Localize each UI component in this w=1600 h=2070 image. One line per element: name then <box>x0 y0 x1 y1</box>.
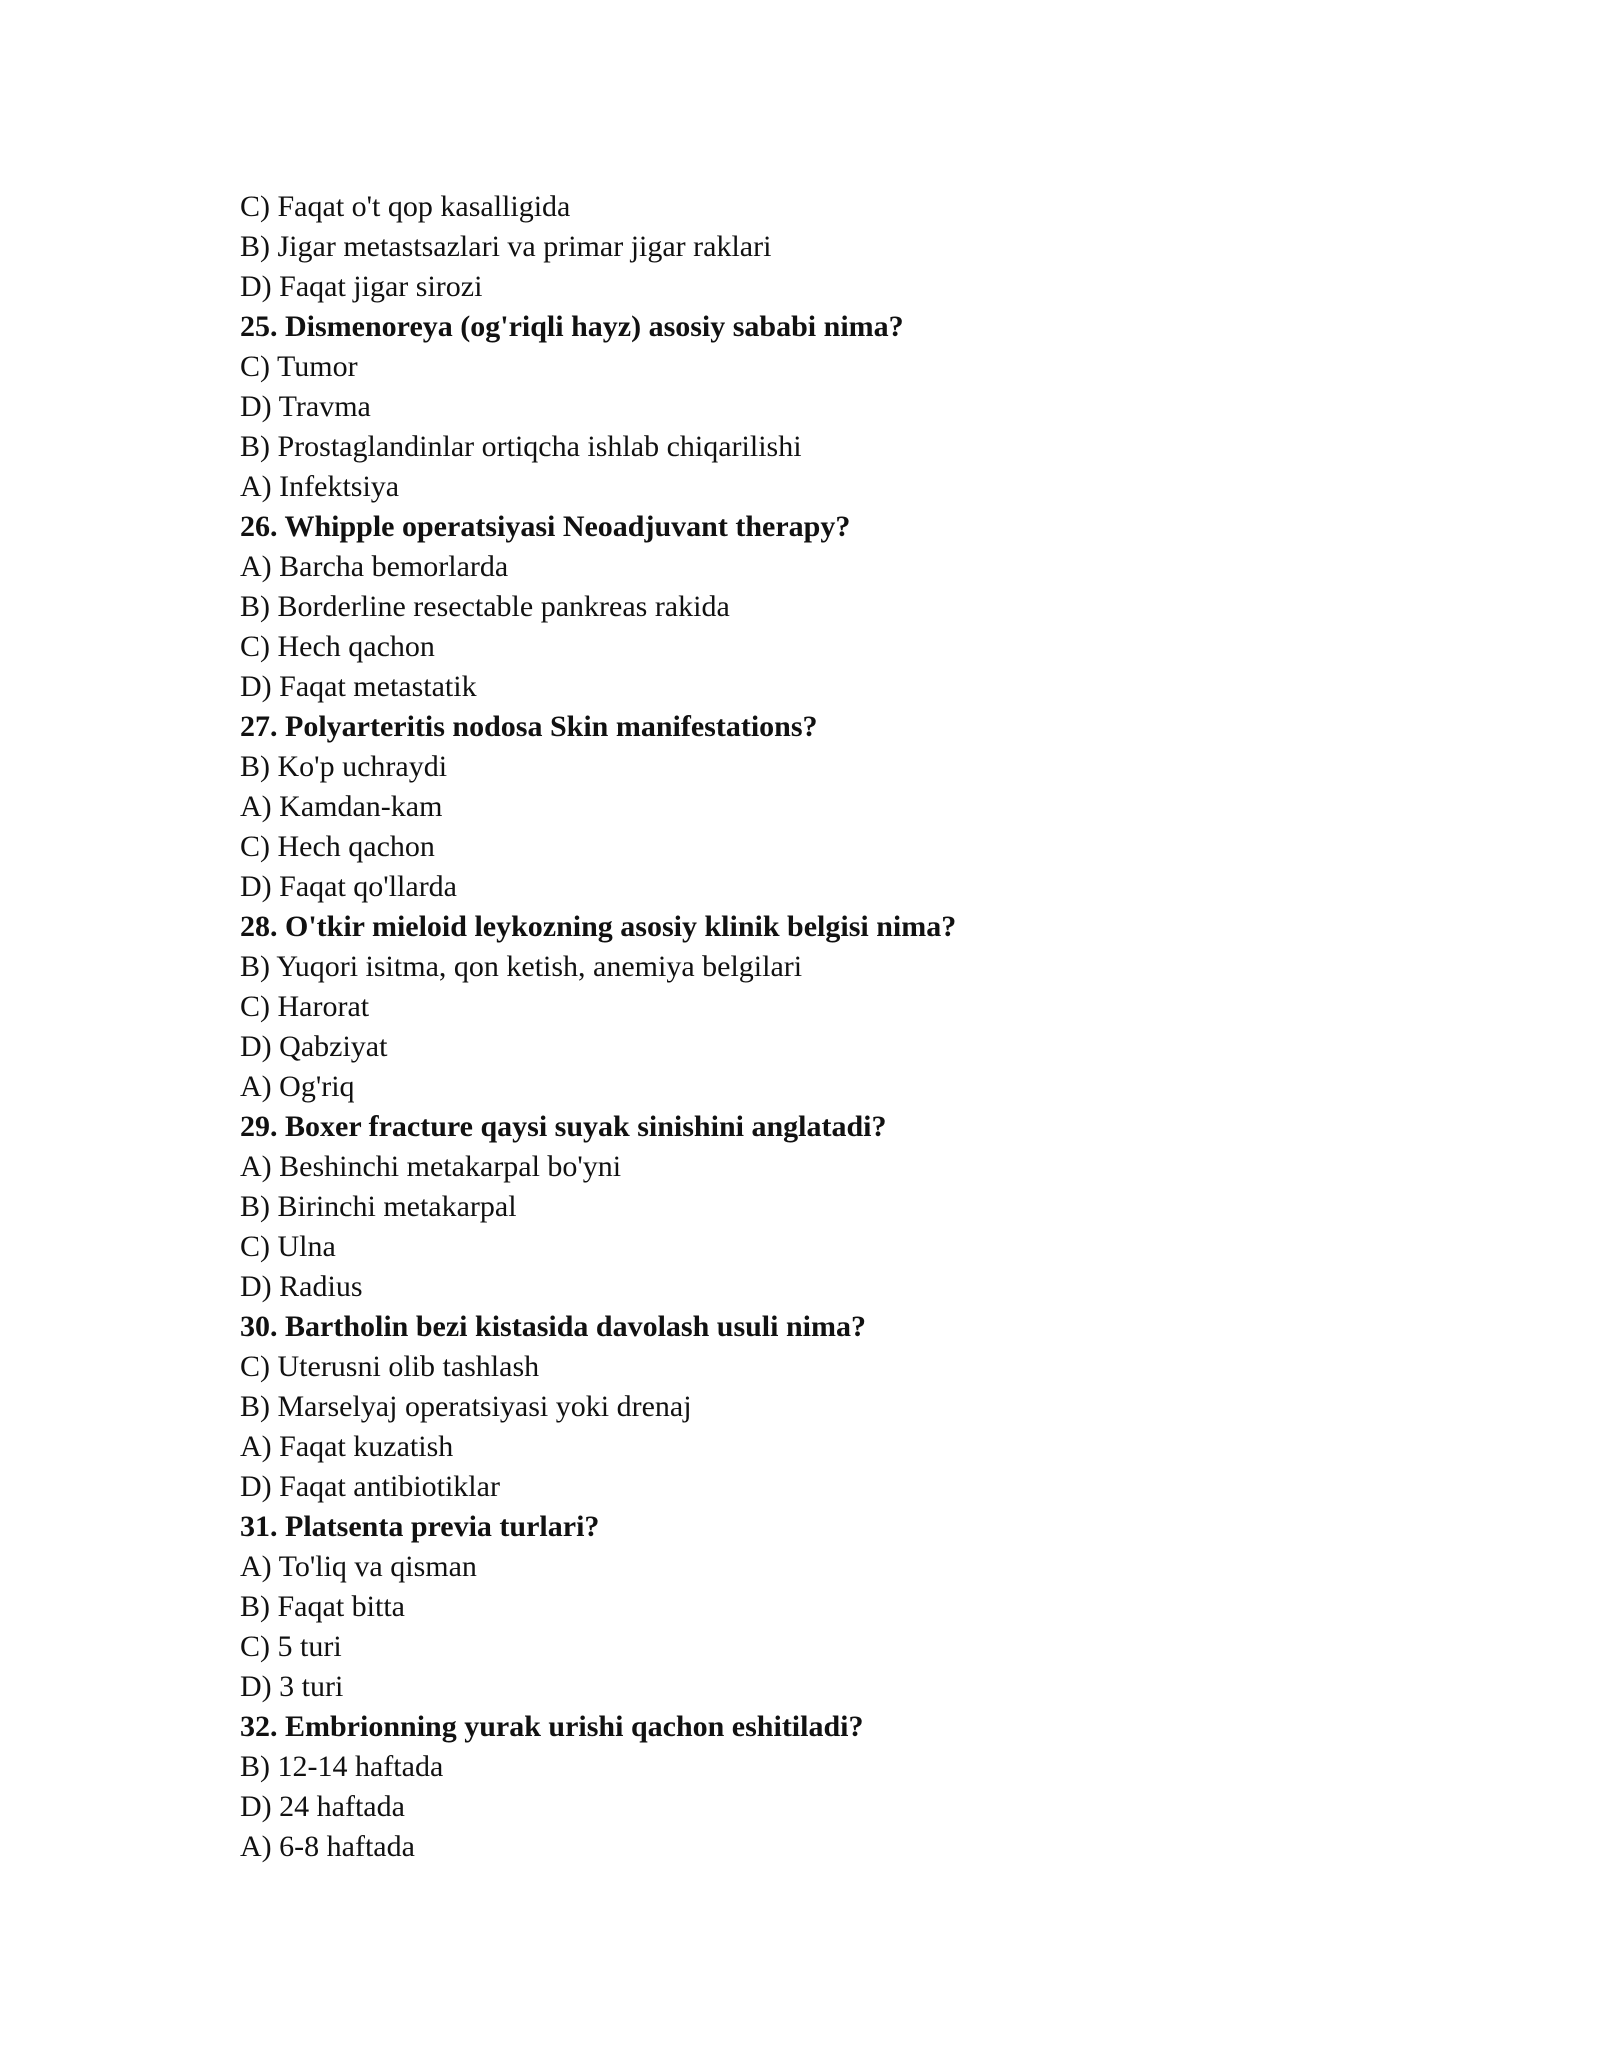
question-block-29 <box>240 1107 1440 1307</box>
option-line: A) 6-8 haftada <box>240 1830 415 1863</box>
option-line: D) Qabziyat <box>240 1030 388 1063</box>
intro-options <box>240 187 1440 307</box>
option-line: B) Birinchi metakarpal <box>240 1190 517 1223</box>
option-line: A) Kamdan-kam <box>240 790 443 823</box>
option-line: A) Infektsiya <box>240 470 400 503</box>
option-line: D) 3 turi <box>240 1670 344 1703</box>
option-line: C) Harorat <box>240 990 370 1023</box>
option-line: B) Ko'p uchraydi <box>240 750 448 783</box>
option-line: B) 12-14 haftada <box>240 1750 444 1783</box>
option-line: D) Faqat antibiotiklar <box>240 1470 500 1503</box>
question-title: 30. Bartholin bezi kistasida davolash usuli nima? <box>240 1310 866 1343</box>
question-title: 25. Dismenoreya (og'riqli hayz) asosiy sababi nima? <box>240 310 904 343</box>
document-page <box>240 187 1440 1867</box>
option-line: B) Faqat bitta <box>240 1590 405 1623</box>
option-line: B) Jigar metastsazlari va primar jigar raklari <box>240 230 772 263</box>
option-line: C) 5 turi <box>240 1630 342 1663</box>
question-block-27 <box>240 707 1440 907</box>
option-line: D) Faqat qo'llarda <box>240 870 458 903</box>
question-title: 27. Polyarteritis nodosa Skin manifestations? <box>240 710 818 743</box>
option-line: D) Faqat metastatik <box>240 670 477 703</box>
question-block-30 <box>240 1307 1440 1507</box>
question-title: 26. Whipple operatsiyasi Neoadjuvant therapy? <box>240 510 851 543</box>
question-title: 32. Embrionning yurak urishi qachon eshitiladi? <box>240 1710 864 1743</box>
option-line: B) Borderline resectable pankreas rakida <box>240 590 730 623</box>
option-line: C) Faqat o't qop kasalligida <box>240 190 571 223</box>
option-line: C) Hech qachon <box>240 630 435 663</box>
option-line: B) Prostaglandinlar ortiqcha ishlab chiqarilishi <box>240 430 802 463</box>
option-line: B) Yuqori isitma, qon ketish, anemiya belgilari <box>240 950 803 983</box>
question-block-25 <box>240 307 1440 507</box>
question-block-32 <box>240 1707 1440 1867</box>
question-title: 29. Boxer fracture qaysi suyak sinishini anglatadi? <box>240 1110 887 1143</box>
option-line: D) 24 haftada <box>240 1790 405 1823</box>
option-line: A) Og'riq <box>240 1070 355 1103</box>
option-line: D) Travma <box>240 390 371 423</box>
option-line: A) Faqat kuzatish <box>240 1430 454 1463</box>
option-line: B) Marselyaj operatsiyasi yoki drenaj <box>240 1390 692 1423</box>
option-line: D) Radius <box>240 1270 363 1303</box>
option-line: C) Tumor <box>240 350 358 383</box>
question-title: 31. Platsenta previa turlari? <box>240 1510 600 1543</box>
question-block-31 <box>240 1507 1440 1707</box>
option-line: A) Beshinchi metakarpal bo'yni <box>240 1150 622 1183</box>
option-line: C) Hech qachon <box>240 830 435 863</box>
question-block-28 <box>240 907 1440 1107</box>
option-line: C) Ulna <box>240 1230 336 1263</box>
option-line: A) Barcha bemorlarda <box>240 550 509 583</box>
option-line: A) To'liq va qisman <box>240 1550 477 1583</box>
option-line: C) Uterusni olib tashlash <box>240 1350 540 1383</box>
option-line: D) Faqat jigar sirozi <box>240 270 483 303</box>
question-title: 28. O'tkir mieloid leykozning asosiy klinik belgisi nima? <box>240 910 957 943</box>
question-block-26 <box>240 507 1440 707</box>
